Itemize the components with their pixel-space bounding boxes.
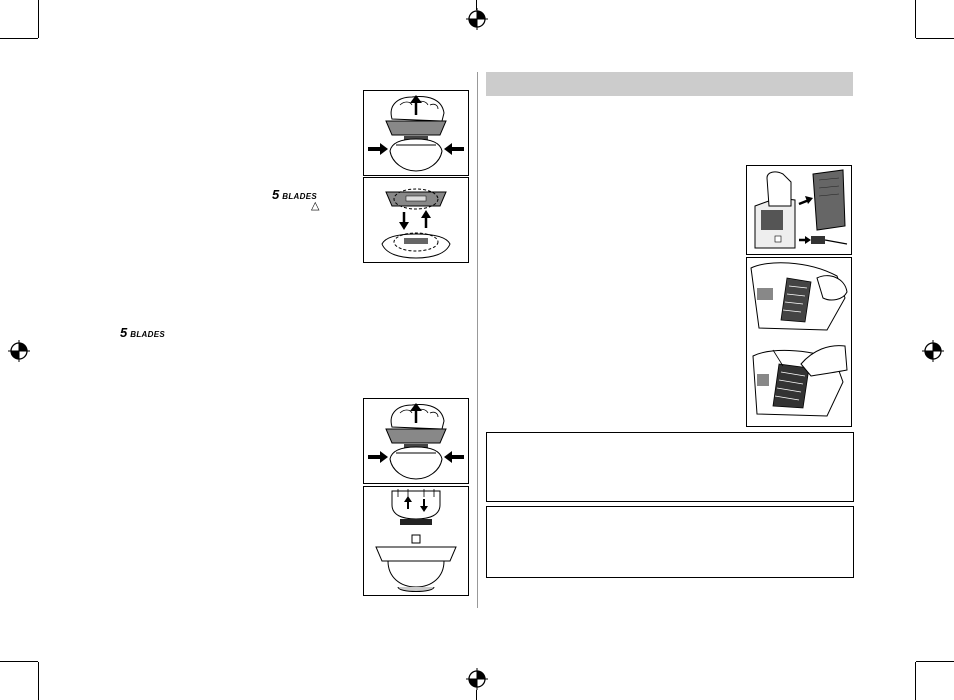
foil-frame-alignment-illustration (363, 177, 469, 263)
blades-label: 5 BLADES (120, 325, 165, 340)
registration-target-icon (466, 8, 488, 30)
registration-target-icon (922, 340, 944, 362)
registration-target-icon (8, 340, 30, 362)
note-box (486, 432, 854, 502)
hand-pulling-foil-frame-illustration (363, 398, 469, 484)
registration-target-icon (466, 668, 488, 690)
blades-label: 5 BLADES (272, 187, 317, 202)
triangle-mark: △ (311, 200, 320, 212)
blade-removal-illustration (363, 486, 469, 596)
note-box (486, 506, 854, 578)
hand-pulling-foil-frame-illustration (363, 90, 469, 176)
charger-cartridge-cleaning-illustration (746, 257, 852, 427)
cleaning-charger-illustration (746, 165, 852, 255)
column-divider (477, 72, 478, 608)
section-header-bar (486, 72, 853, 96)
